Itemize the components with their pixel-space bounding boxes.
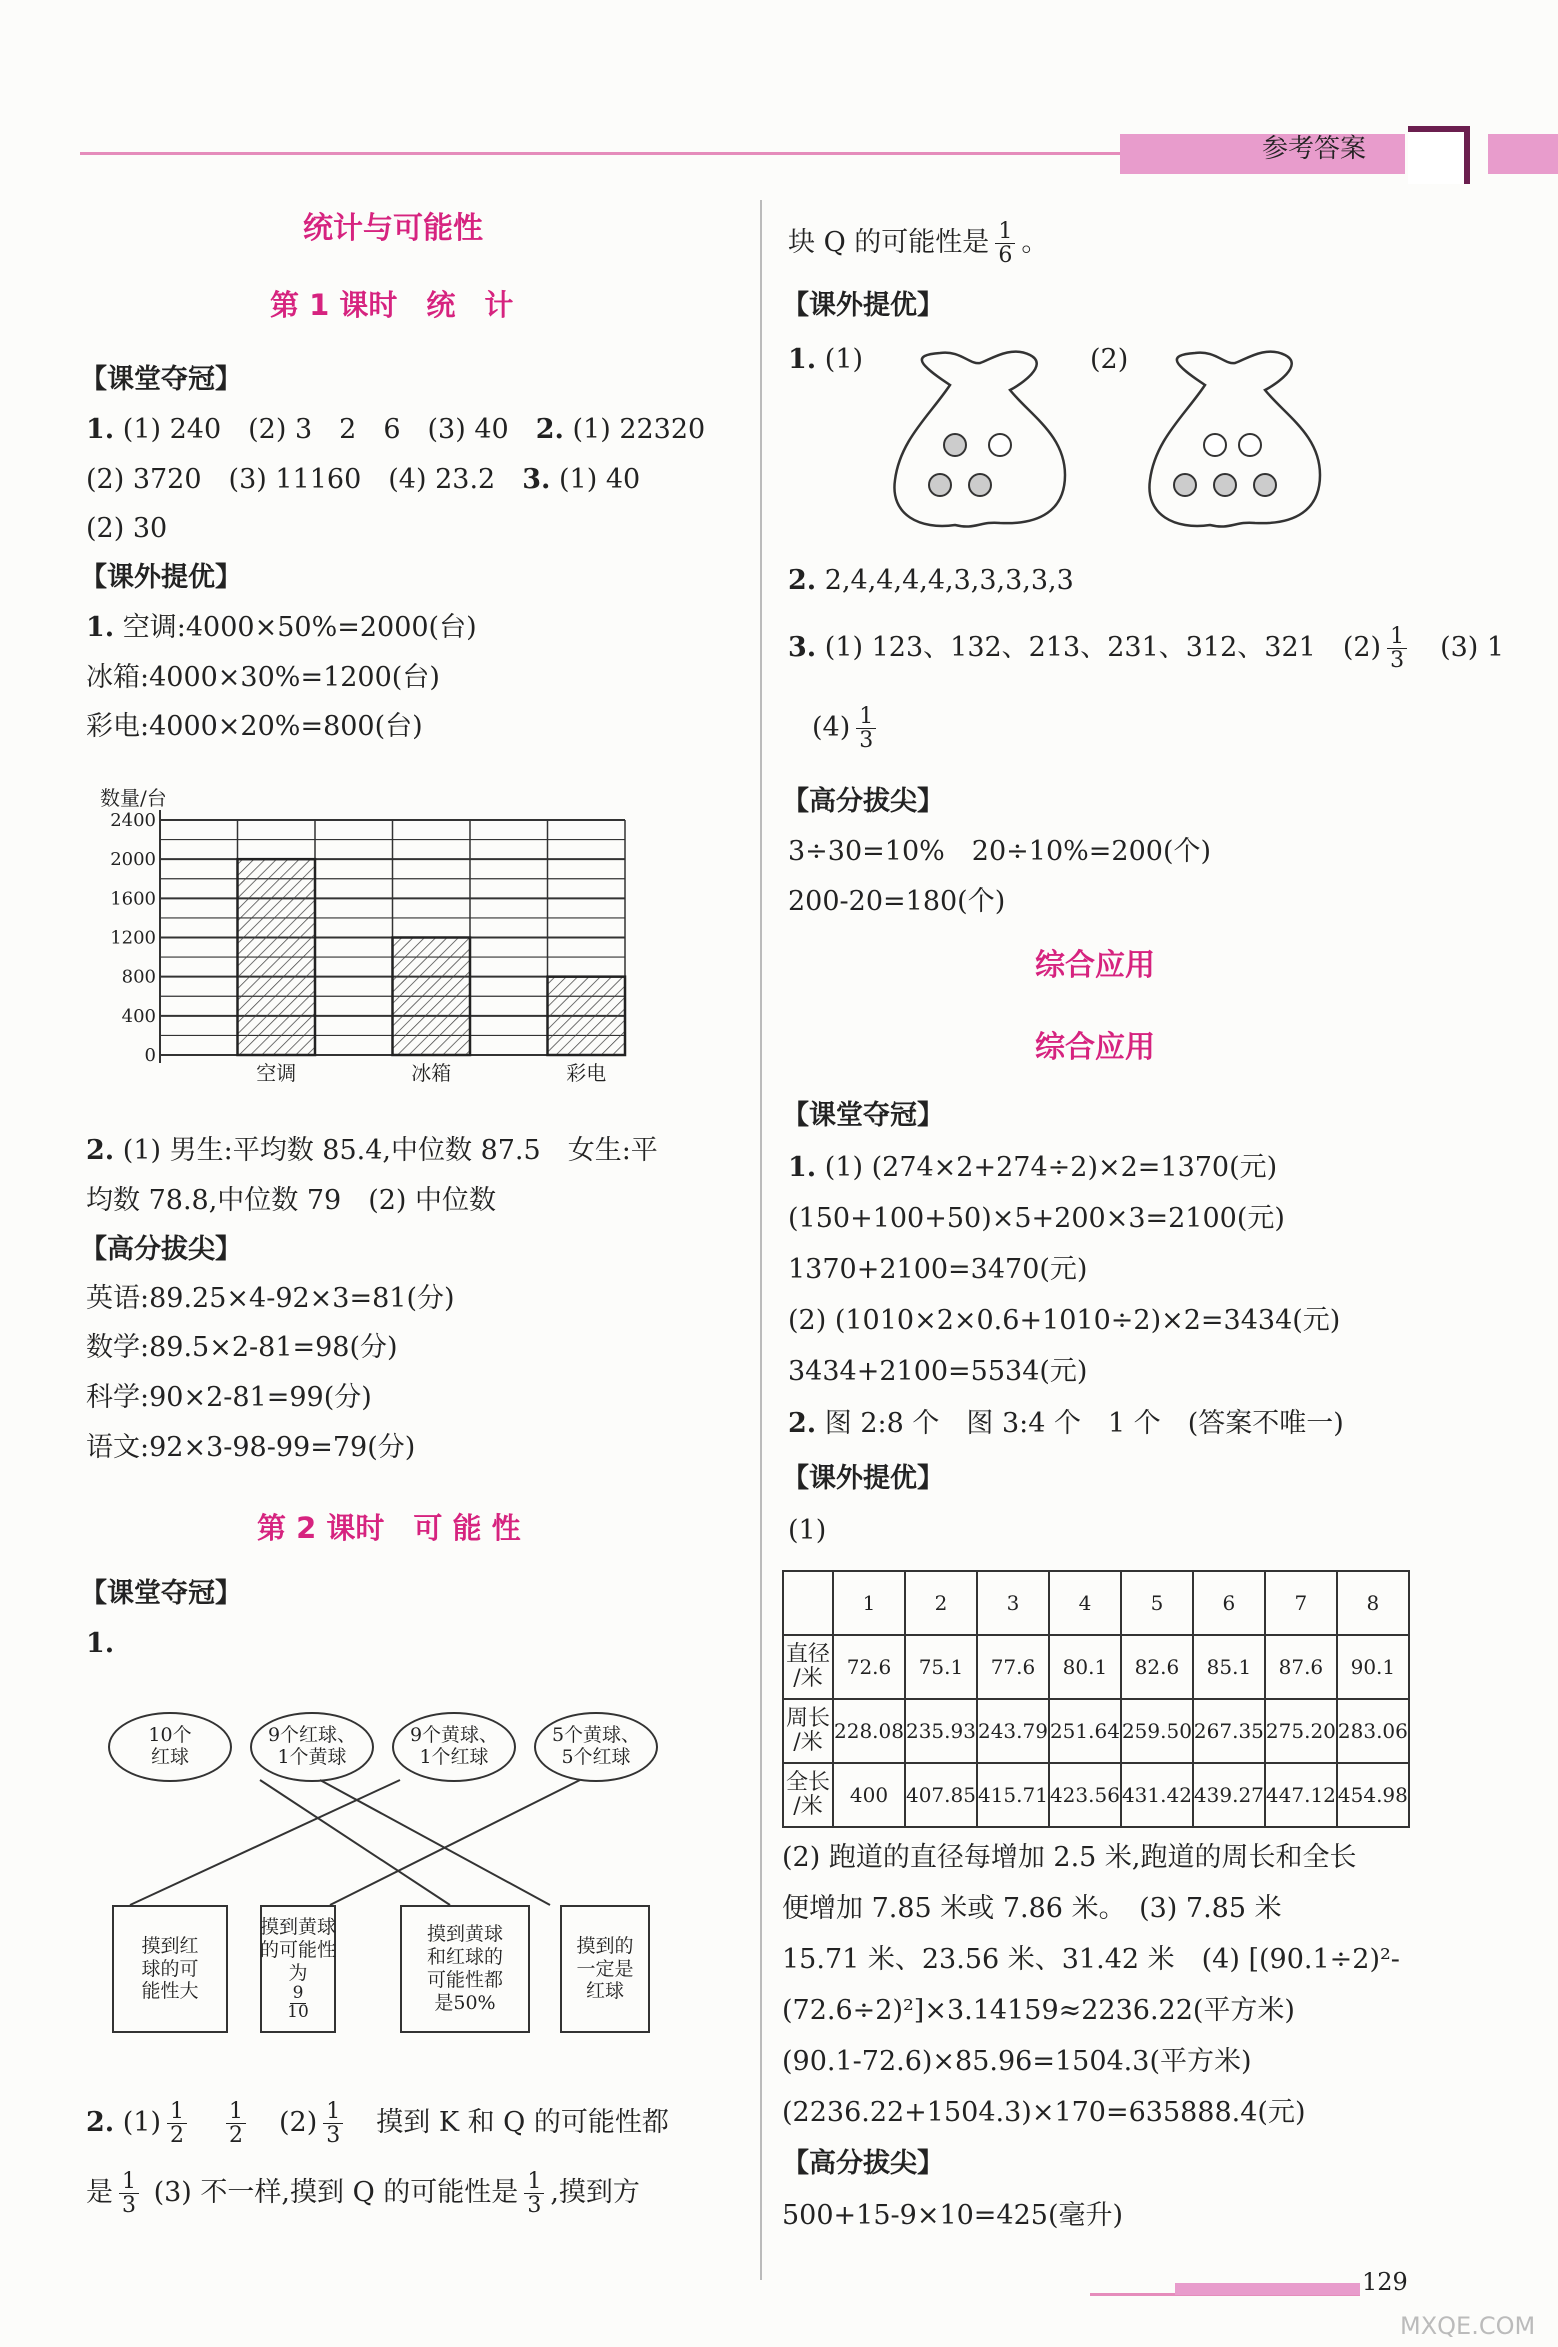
numerator: 1 <box>524 2170 544 2194</box>
table-row <box>783 1763 1409 1827</box>
bag-outline <box>894 352 1065 527</box>
denominator: 3 <box>527 2193 542 2219</box>
fraction <box>167 2100 187 2147</box>
ball <box>1174 474 1196 496</box>
answer-text: 是 <box>86 2177 113 2209</box>
table-cell: 243.79 <box>977 1699 1049 1763</box>
page-number: 129 <box>1362 2268 1408 2296</box>
table-cell: 82.6 <box>1121 1635 1193 1699</box>
k-line6: (90.1-72.6)×85.96=1504.3(平方米) <box>782 2046 1252 2077</box>
ball <box>929 474 951 496</box>
ball <box>1204 434 1226 456</box>
k-line4: 15.71 米、23.56 米、31.42 米 (4) [(90.1÷2)²- <box>782 1944 1400 1975</box>
y-tick-label: 800 <box>121 966 156 988</box>
x-tick-label: 冰箱 <box>411 1061 452 1085</box>
bag-drawing-2 <box>1135 345 1335 535</box>
answer-text: (2) 3720 (3) 11160 (4) 23.2 <box>86 464 496 495</box>
fraction <box>119 2170 139 2217</box>
table-cell: 407.85 <box>905 1763 977 1827</box>
gf-line1: 英语:89.25×4-92×3=81(分) <box>86 1283 455 1314</box>
answer-text: (3) 不一样,摸到 Q 的可能性是 <box>153 2177 519 2209</box>
answer-text: (1) (274×2+274÷2)×2=1370(元) <box>824 1152 1278 1183</box>
bar-chart <box>100 775 640 1100</box>
table-cell: 90.1 <box>1337 1635 1409 1699</box>
x-tick-label: 彩电 <box>566 1061 607 1085</box>
l1-line2 <box>86 464 640 496</box>
r-q4 <box>812 705 882 752</box>
header-label: 参考答案 <box>1262 134 1367 164</box>
tag-kewai-r2: 【课外提优】 <box>782 1463 944 1494</box>
table-cell: 7 <box>1265 1571 1337 1635</box>
track-table <box>782 1570 1410 1828</box>
k-line3: 便增加 7.85 米或 7.86 米。 (3) 7.85 米 <box>782 1893 1282 1924</box>
bar <box>548 977 626 1055</box>
table-cell: 1 <box>833 1571 905 1635</box>
kw-line3: 彩电:4000×20%=800(台) <box>86 711 423 742</box>
denominator: 3 <box>326 2123 341 2149</box>
section-title-stats: 统计与可能性 <box>303 211 483 246</box>
table-cell: 259.50 <box>1121 1699 1193 1763</box>
num: 2. <box>788 565 817 596</box>
num: 1. <box>788 1152 817 1183</box>
bag-label-2: (2) <box>1090 344 1129 375</box>
fraction <box>856 705 876 752</box>
fraction <box>1387 625 1407 672</box>
table-row <box>783 1635 1409 1699</box>
denominator: 2 <box>170 2123 185 2149</box>
table-cell: 5 <box>1121 1571 1193 1635</box>
table-cell: 283.06 <box>1337 1699 1409 1763</box>
oval-option-1: 10个 红球 <box>108 1712 232 1782</box>
answer-text: (1) 123、132、213、231、312、321 (2) <box>824 632 1382 664</box>
bag-outline <box>1149 352 1320 527</box>
table-cell: 447.12 <box>1265 1763 1337 1827</box>
y-tick-label: 2000 <box>110 849 156 871</box>
kw-line1 <box>86 612 477 644</box>
result-box-3: 摸到黄球 和红球的 可能性都 是50% <box>400 1905 530 2033</box>
table-cell: 72.6 <box>833 1635 905 1699</box>
num: 2. <box>788 1408 817 1439</box>
numerator: 9 <box>290 1985 307 2004</box>
num: 2. <box>86 1135 115 1166</box>
answer-text: (1) 240 (2) 3 2 6 (3) 40 <box>122 414 509 445</box>
answer-text: ,摸到方 <box>550 2177 640 2209</box>
lesson2-title: 第 2 课时 可 能 性 <box>257 1511 521 1545</box>
ball <box>944 434 966 456</box>
kw-line2: 冰箱:4000×30%=1200(台) <box>86 662 440 693</box>
num: 1. <box>86 612 115 643</box>
bar <box>393 938 471 1056</box>
l1-line1 <box>86 414 705 446</box>
table-cell: 6 <box>1193 1571 1265 1635</box>
r-gf2: 200-20=180(个) <box>788 886 1006 917</box>
header-tab-right <box>1488 134 1558 174</box>
numerator: 1 <box>856 705 876 729</box>
answer-text: 。 <box>1021 227 1049 259</box>
table-cell: 275.20 <box>1265 1699 1337 1763</box>
gf-line2: 数学:89.5×2-81=98(分) <box>86 1332 398 1363</box>
table-cell: 454.98 <box>1337 1763 1409 1827</box>
y-tick-label: 1200 <box>110 927 156 949</box>
gf-line4: 语文:92×3-98-99=79(分) <box>86 1432 416 1463</box>
c-line2: (150+100+50)×5+200×3=2100(元) <box>788 1203 1285 1234</box>
c-line6 <box>788 1408 1344 1440</box>
answer-text: (4) <box>812 712 851 744</box>
numerator: 1 <box>119 2170 139 2194</box>
tag-gaofen-r2: 【高分拔尖】 <box>782 2148 944 2179</box>
numerator: 1 <box>323 2100 343 2124</box>
denominator: 3 <box>122 2193 136 2219</box>
fraction <box>323 2100 343 2147</box>
c-line5: 3434+2100=5534(元) <box>788 1356 1088 1387</box>
y-tick-label: 2400 <box>110 810 156 831</box>
answer-text: 块 Q 的可能性是 <box>788 227 990 259</box>
table-cell: 251.64 <box>1049 1699 1121 1763</box>
answer-text: (1) 40 <box>559 464 641 495</box>
bag-q1-num <box>788 344 863 376</box>
bar <box>238 859 316 1055</box>
row-label: 周长 /米 <box>783 1699 833 1763</box>
tag-ketang-2: 【课堂夺冠】 <box>80 1578 242 1609</box>
table-cell: 80.1 <box>1049 1635 1121 1699</box>
lesson1-title: 第 1 课时 统 计 <box>270 288 514 322</box>
table-cell: 75.1 <box>905 1635 977 1699</box>
oval-option-3: 9个黄球、 1个红球 <box>392 1712 516 1782</box>
answer-text: 空调:4000×50%=2000(台) <box>122 612 477 643</box>
section-title-apply: 综合应用 <box>1035 948 1155 983</box>
fraction <box>524 2170 544 2217</box>
bag-label-1: (1) <box>824 344 864 375</box>
y-tick-label: 1600 <box>110 888 156 910</box>
fraction <box>995 220 1015 267</box>
sub-title-apply: 综合应用 <box>1035 1030 1155 1065</box>
table-cell: 267.35 <box>1193 1699 1265 1763</box>
row-label: 直径 /米 <box>783 1635 833 1699</box>
answer-text: (1) 男生:平均数 85.4,中位数 87.5 女生:平 <box>122 1135 658 1166</box>
num: 1. <box>788 344 817 375</box>
table-cell: 415.71 <box>977 1763 1049 1827</box>
num: 1. <box>86 414 115 445</box>
bag-drawing-1 <box>880 345 1080 535</box>
table-cell: 2 <box>905 1571 977 1635</box>
box-text: 摸到黄球 的可能性 为 <box>260 1916 337 1985</box>
result-box-4: 摸到的 一定是 红球 <box>560 1905 650 2033</box>
num: 2. <box>86 2107 115 2139</box>
ball <box>969 474 991 496</box>
table-cell: 87.6 <box>1265 1635 1337 1699</box>
c-line4: (2) (1010×2×0.6+1010÷2)×2=3434(元) <box>788 1305 1341 1336</box>
footer-bar <box>1175 2283 1360 2295</box>
table-cell: 3 <box>977 1571 1049 1635</box>
fraction <box>284 1982 312 2022</box>
table-row <box>783 1571 1409 1635</box>
table-cell: 4 <box>1049 1571 1121 1635</box>
match-line <box>330 1780 580 1905</box>
header-rule <box>80 152 1120 155</box>
y-tick-label: 400 <box>121 1005 156 1027</box>
fraction <box>226 2100 246 2147</box>
result-box-1: 摸到红 球的可 能性大 <box>112 1905 228 2033</box>
numerator: 1 <box>995 220 1015 244</box>
table-cell: 228.08 <box>833 1699 905 1763</box>
q2-line2: 均数 78.8,中位数 79 (2) 中位数 <box>86 1185 497 1216</box>
q2-line1 <box>86 1135 658 1167</box>
match-line <box>130 1780 400 1905</box>
p2-q2-line1: 2. (1) $\frac{1}{2}$ $\frac{1}{2}$ (2) $\frac{1}{3}$ 摸到 K 和 Q 的可能性都 <box>86 2099 669 2149</box>
result-box-2 <box>260 1905 336 2033</box>
table-row <box>783 1699 1409 1763</box>
l1-line3: (2) 30 <box>86 513 168 544</box>
answer-text: 2,4,4,4,4,3,3,3,3,3 <box>824 565 1074 596</box>
table-cell: 8 <box>1337 1571 1409 1635</box>
tag-ketang-r: 【课堂夺冠】 <box>782 1100 944 1131</box>
denominator: 10 <box>287 2001 309 2022</box>
oval-option-2: 9个红球、 1个黄球 <box>250 1712 374 1782</box>
tag-gaofen-1: 【高分拔尖】 <box>80 1234 242 1265</box>
tag-kewai-r1: 【课外提优】 <box>782 290 944 321</box>
column-divider <box>760 200 762 2280</box>
r-gf1: 3÷30=10% 20÷10%=200(个) <box>788 836 1212 867</box>
num: 2. <box>535 414 564 445</box>
oval-option-4: 5个黄球、 5个红球 <box>534 1712 658 1782</box>
numerator: 1 <box>167 2100 187 2124</box>
k-line5: (72.6÷2)²]×3.14159≈2236.22(平方米) <box>782 1995 1295 2026</box>
ball <box>989 434 1011 456</box>
table-cell: 439.27 <box>1193 1763 1265 1827</box>
ball <box>1239 434 1261 456</box>
r-line1 <box>788 220 1048 267</box>
denominator: 3 <box>859 728 874 754</box>
tag-ketang-1: 【课堂夺冠】 <box>80 364 242 395</box>
tag-gaofen-r1: 【高分拔尖】 <box>782 786 944 817</box>
watermark: MXQE.COM <box>1400 2312 1536 2340</box>
r-q2 <box>788 565 1074 597</box>
y-axis-label: 数量/台 <box>100 786 167 810</box>
ball <box>1254 474 1276 496</box>
answer-text: (3) 1 <box>1440 632 1505 664</box>
gf-line3: 科学:90×2-81=99(分) <box>86 1382 372 1413</box>
matching-diagram <box>100 1700 680 2050</box>
table-cell <box>783 1571 833 1635</box>
g-line1: 500+15-9×10=425(毫升) <box>782 2200 1124 2231</box>
num: 3. <box>788 632 817 664</box>
k-line2: (2) 跑道的直径每增加 2.5 米,跑道的周长和全长 <box>782 1842 1357 1873</box>
p2-q1-num: 1. <box>86 1628 115 1659</box>
numerator: 1 <box>226 2100 246 2124</box>
table-cell: 235.93 <box>905 1699 977 1763</box>
table-cell: 77.6 <box>977 1635 1049 1699</box>
numerator: 1 <box>1387 625 1407 649</box>
answer-text: 摸到 K 和 Q 的可能性都 <box>376 2107 669 2139</box>
c-line3: 1370+2100=3470(元) <box>788 1254 1088 1285</box>
header-corner-icon <box>1408 126 1470 184</box>
table-cell: 423.56 <box>1049 1763 1121 1827</box>
x-tick-label: 空调 <box>256 1061 297 1085</box>
y-tick-label: 0 <box>144 1045 156 1066</box>
table-cell: 85.1 <box>1193 1635 1265 1699</box>
denominator: 2 <box>229 2123 244 2149</box>
tag-kewai-1: 【课外提优】 <box>80 562 242 593</box>
k0: (1) <box>788 1515 827 1546</box>
p2-q2-line2 <box>86 2170 640 2217</box>
table-cell: 431.42 <box>1121 1763 1193 1827</box>
num: 3. <box>522 464 551 495</box>
r-q3 <box>788 625 1504 672</box>
answer-text: 图 2:8 个 图 3:4 个 1 个 (答案不唯一) <box>824 1408 1344 1439</box>
c-line1 <box>788 1152 1277 1184</box>
table-cell: 400 <box>833 1763 905 1827</box>
answer-text: (1) 22320 <box>572 414 706 445</box>
row-label: 全长 /米 <box>783 1763 833 1827</box>
denominator: 6 <box>998 243 1013 269</box>
k-line7: (2236.22+1504.3)×170=635888.4(元) <box>782 2097 1306 2128</box>
ball <box>1214 474 1236 496</box>
denominator: 3 <box>1390 648 1405 674</box>
